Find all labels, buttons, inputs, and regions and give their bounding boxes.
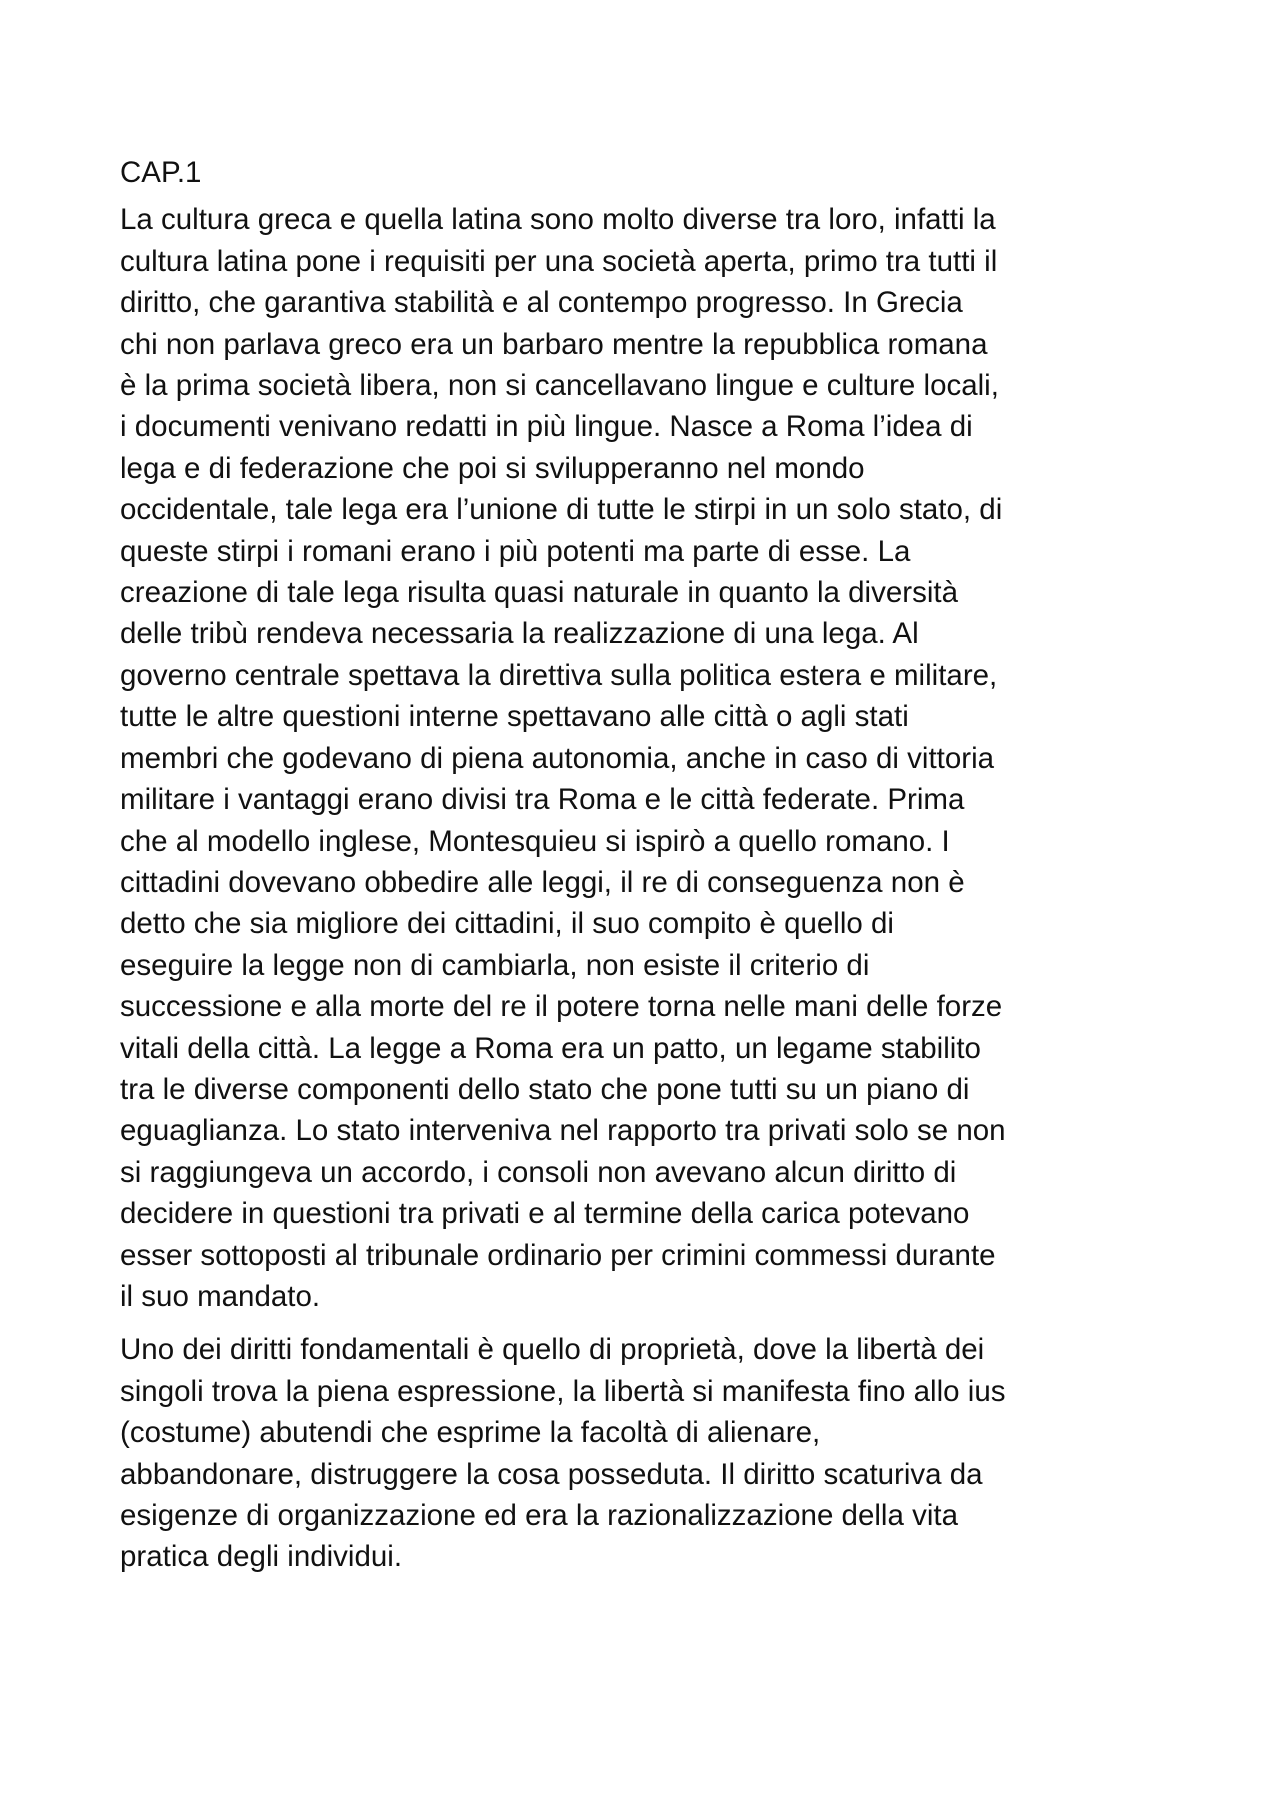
text-line: esser sottoposti al tribunale ordinario per crimini commessi durante [120, 1238, 996, 1272]
text-line: detto che sia migliore dei cittadini, il suo compito è quello di [120, 907, 894, 941]
text-line: Uno dei diritti fondamentali è quello di proprietà, dove la libertà dei [120, 1333, 985, 1367]
text-line: tutte le altre questioni interne spettavano alle città o agli stati [120, 700, 909, 734]
text-line: eseguire la legge non di cambiarla, non esiste il criterio di [120, 948, 870, 982]
text-line: lega e di federazione che poi si svilupperanno nel mondo [120, 451, 865, 485]
text-line: queste stirpi i romani erano i più potenti ma parte di esse. La [120, 534, 911, 568]
text-line: cultura latina pone i requisiti per una società aperta, primo tra tutti il [120, 244, 998, 278]
text-line: tra le diverse componenti dello stato che pone tutti su un piano di [120, 1072, 970, 1106]
text-line: cittadini dovevano obbedire alle leggi, il re di conseguenza non è [120, 865, 965, 899]
text-line: singoli trova la piena espressione, la libertà si manifesta fino allo ius [120, 1374, 1006, 1408]
chapter-heading: CAP.1 [120, 156, 202, 189]
text-line: si raggiungeva un accordo, i consoli non avevano alcun diritto di [120, 1155, 957, 1189]
text-line: vitali della città. La legge a Roma era un patto, un legame stabilito [120, 1031, 981, 1065]
paragraph-2 [120, 1329, 1170, 1577]
text-line: che al modello inglese, Montesquieu si ispirò a quello romano. I [120, 824, 950, 858]
text-line: il suo mandato. [120, 1279, 321, 1313]
text-line: creazione di tale lega risulta quasi naturale in quanto la diversità [120, 576, 958, 610]
paragraph-container [120, 199, 1170, 1577]
text-line: diritto, che garantiva stabilità e al contempo progresso. In Grecia [120, 286, 963, 320]
text-line: successione e alla morte del re il potere torna nelle mani delle forze [120, 990, 1003, 1024]
text-line: pratica degli individui. [120, 1540, 403, 1574]
text-line: (costume) abutendi che esprime la facoltà di alienare, [120, 1416, 821, 1450]
text-line: militare i vantaggi erano divisi tra Roma e le città federate. Prima [120, 783, 965, 817]
paragraph-1 [120, 199, 1170, 1317]
text-line: i documenti venivano redatti in più lingue. Nasce a Roma l’idea di [120, 410, 973, 444]
text-line: esigenze di organizzazione ed era la razionalizzazione della vita [120, 1499, 958, 1532]
text-line: membri che godevano di piena autonomia, anche in caso di vittoria [120, 741, 995, 775]
text-line: decidere in questioni tra privati e al termine della carica potevano [120, 1197, 970, 1231]
document-body [120, 152, 1170, 1590]
text-line: eguaglianza. Lo stato interveniva nel rapporto tra privati solo se non [120, 1114, 1006, 1148]
text-line: occidentale, tale lega era l’unione di tutte le stirpi in un solo stato, di [120, 493, 1003, 527]
text-line: delle tribù rendeva necessaria la realizzazione di una lega. Al [120, 617, 919, 651]
text-line: chi non parlava greco era un barbaro mentre la repubblica romana [120, 327, 988, 361]
text-line: governo centrale spettava la direttiva sulla politica estera e militare, [120, 658, 998, 692]
text-line: abbandonare, distruggere la cosa posseduta. Il diritto scaturiva da [120, 1457, 983, 1491]
text-line: La cultura greca e quella latina sono molto diverse tra loro, infatti la [120, 203, 996, 237]
text-line: è la prima società libera, non si cancellavano lingue e culture locali, [120, 369, 999, 403]
